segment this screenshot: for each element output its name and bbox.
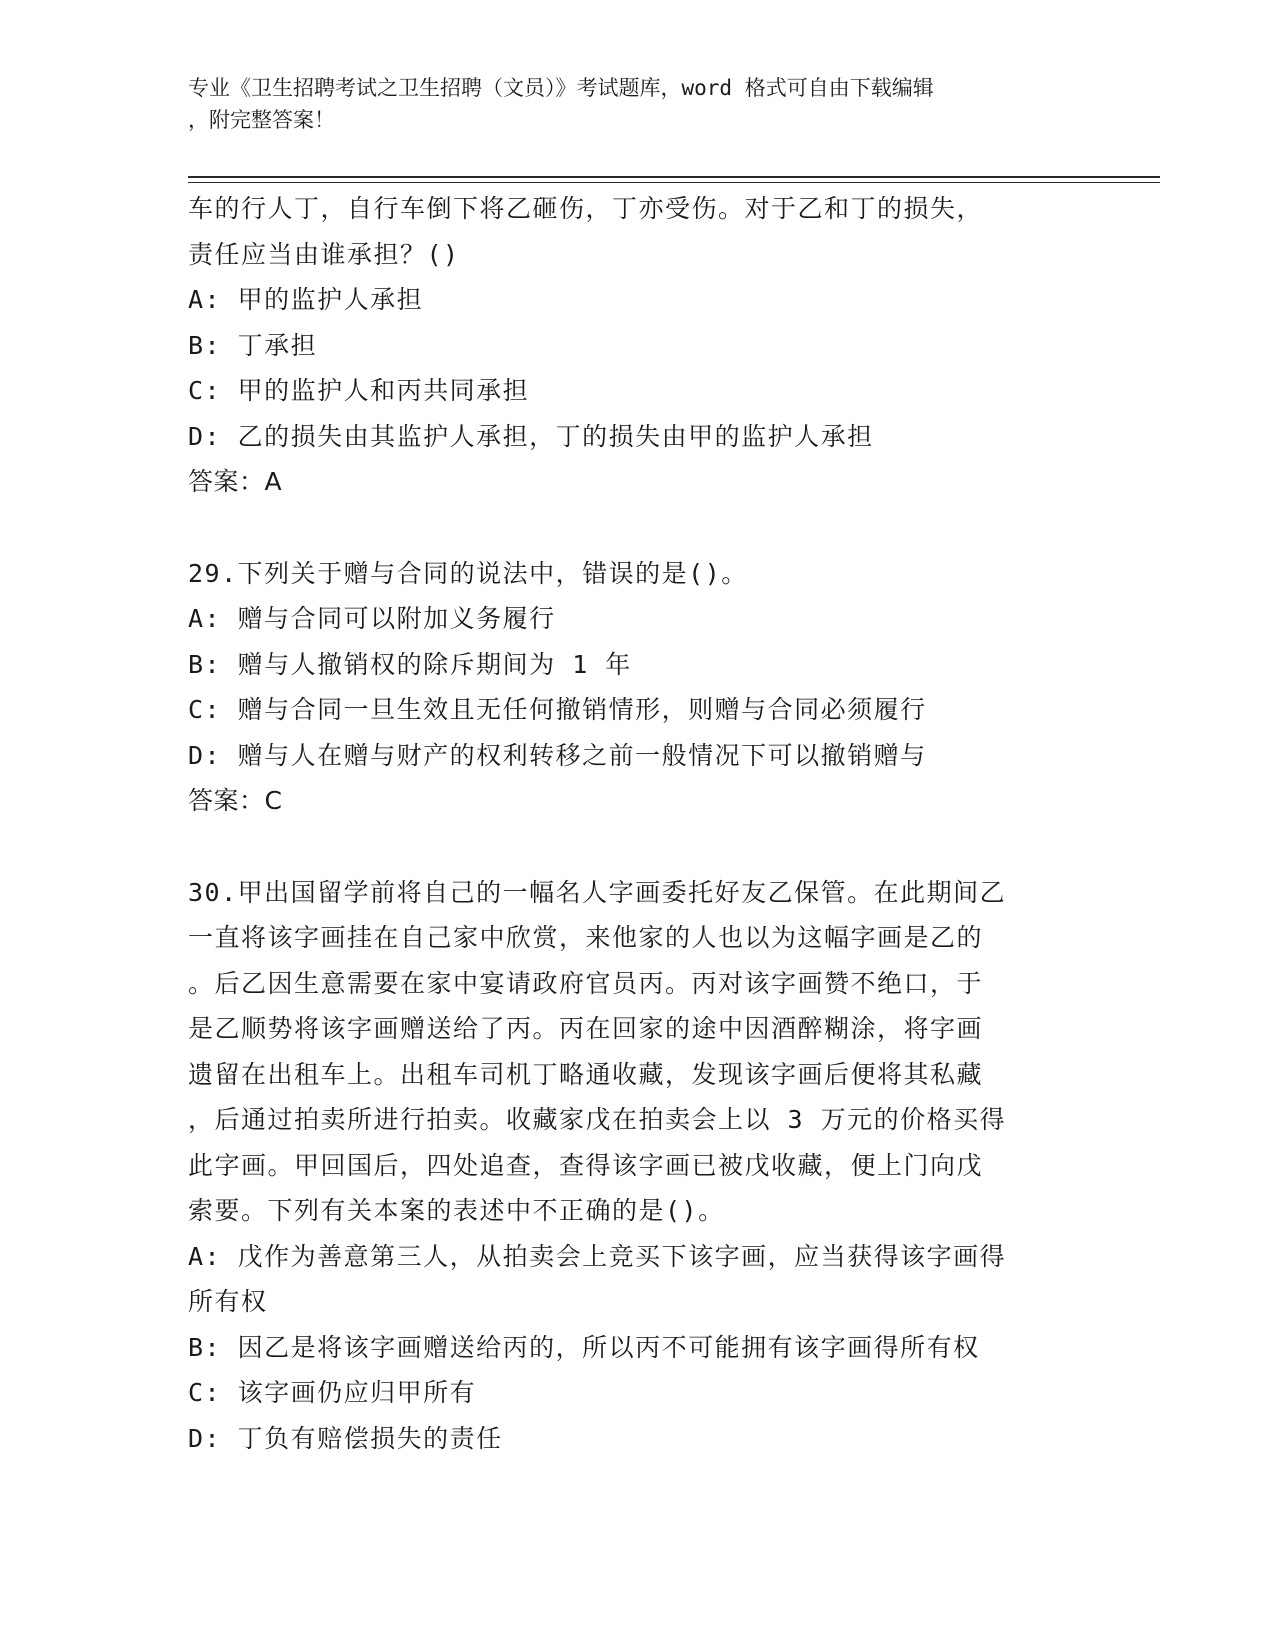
- question-28-option-c: C: 甲的监护人和丙共同承担: [188, 376, 530, 405]
- question-28-stem-line: 车的行人丁，自行车倒下将乙砸伤，丁亦受伤。对于乙和丁的损失，: [188, 194, 984, 223]
- question-29-option-c: C: 赠与合同一旦生效且无任何撤销情形，则赠与合同必须履行: [188, 695, 927, 724]
- question-29: [188, 551, 1088, 824]
- question-30-stem-line: 此字画。甲回国后，四处追查，查得该字画已被戊收藏，便上门向戊: [188, 1150, 984, 1180]
- question-30-stem-line: 一直将该字画挂在自己家中欣赏，来他家的人也以为这幅字画是乙的: [188, 923, 984, 952]
- question-29-option-b: B: 赠与人撤销权的除斥期间为 1 年: [188, 649, 632, 679]
- document-header: [188, 72, 1068, 136]
- spacer: [188, 824, 1088, 870]
- question-30-option-b: B: 因乙是将该字画赠送给丙的，所以丙不可能拥有该字画得所有权: [188, 1332, 980, 1362]
- question-29-answer: 答案：C: [188, 786, 283, 815]
- header-divider-thin: [188, 182, 1160, 183]
- question-30-stem-line: 遗留在出租车上。出租车司机丁略通收藏，发现该字画后便将其私藏: [188, 1059, 984, 1089]
- question-30-stem-line: 。后乙因生意需要在家中宴请政府官员丙。丙对该字画赞不绝口，于: [188, 968, 984, 998]
- header-line-1: 专业《卫生招聘考试之卫生招聘（文员）》考试题库，word 格式可自由下载编辑: [188, 76, 934, 100]
- question-content: [188, 186, 1088, 1461]
- question-30-stem-line: 索要。下列有关本案的表述中不正确的是()。: [188, 1196, 725, 1225]
- question-28-option-d: D: 乙的损失由其监护人承担，丁的损失由甲的监护人承担: [188, 421, 874, 451]
- question-28-option-b: B: 丁承担: [188, 330, 318, 360]
- question-29-option-a: A: 赠与合同可以附加义务履行: [188, 604, 556, 633]
- question-30-stem-line: 是乙顺势将该字画赠送给了丙。丙在回家的途中因酒醉糊涂，将字画: [188, 1014, 984, 1043]
- question-28-stem-line: 责任应当由谁承担？(): [188, 239, 460, 269]
- question-28-option-a: A: 甲的监护人承担: [188, 285, 424, 314]
- question-30-stem-line: 30.甲出国留学前将自己的一幅名人字画委托好友乙保管。在此期间乙: [188, 877, 1007, 907]
- question-30-option-a: A: 戊作为善意第三人，从拍卖会上竞买下该字画，应当获得该字画得: [188, 1241, 1007, 1271]
- question-28: [188, 186, 1088, 505]
- header-line-2: ，附完整答案！: [188, 108, 335, 132]
- spacer: [188, 505, 1088, 551]
- question-30-stem-line: ，后通过拍卖所进行拍卖。收藏家戊在拍卖会上以 3 万元的价格买得: [188, 1105, 1007, 1134]
- question-30-option-d: D: 丁负有赔偿损失的责任: [188, 1423, 503, 1453]
- question-28-answer: 答案：A: [188, 467, 283, 496]
- question-30-option-c: C: 该字画仍应归甲所有: [188, 1378, 477, 1407]
- header-divider-thick: [188, 176, 1160, 178]
- question-30-option-a-continued: 所有权: [188, 1287, 268, 1316]
- question-29-stem-line: 29.下列关于赠与合同的说法中，错误的是()。: [188, 558, 748, 588]
- question-29-option-d: D: 赠与人在赠与财产的权利转移之前一般情况下可以撤销赠与: [188, 740, 927, 770]
- question-30: [188, 870, 1088, 1462]
